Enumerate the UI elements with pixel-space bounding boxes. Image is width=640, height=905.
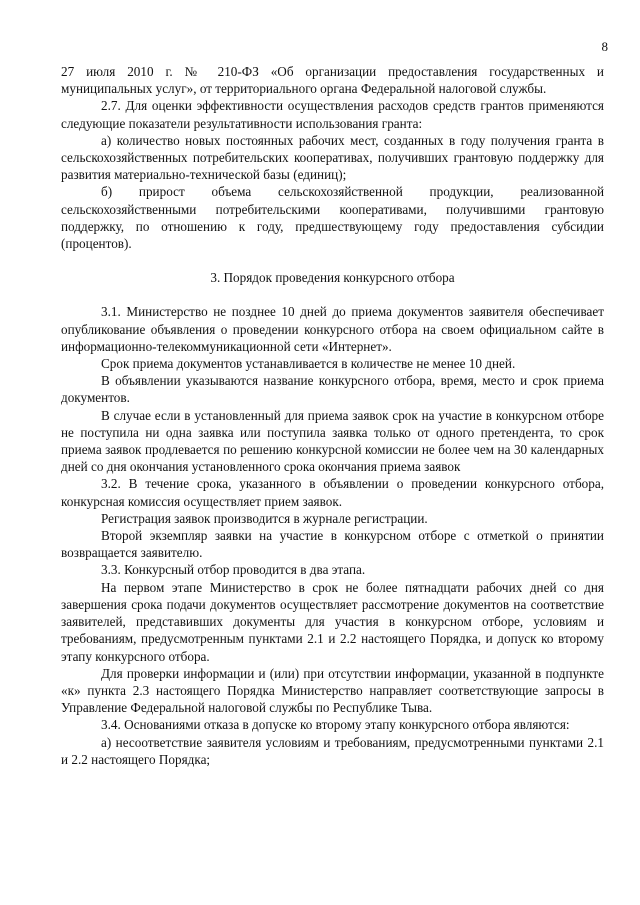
paragraph-3-4-a: а) несоответствие заявителя условиям и требованиям, предусмотренными пунктами 2.1 и 2.2 настоящего Порядка; xyxy=(61,734,604,767)
paragraph-law-reference: 27 июля 2010 г. № 210-ФЗ «Об организации предоставления государственных и муниципальных услуг», от территориального органа Федеральной налоговой службы. xyxy=(61,64,604,97)
page-number: 8 xyxy=(601,39,608,54)
paragraph-3-2-registration: Регистрация заявок производится в журнале регистрации. xyxy=(101,510,428,526)
paragraph-3-2: 3.2. В течение срока, указанного в объявлении о проведении конкурсного отбора, конкурсная комиссия осуществляет прием заявок. xyxy=(61,476,604,509)
paragraph-3-1: 3.1. Министерство не позднее 10 дней до приема документов заявителя обеспечивает опубликование объявления о проведении конкурсного отбора на своем официальном сайте в информационно-телекоммуникационной сети «Интернет». xyxy=(61,304,604,354)
paragraph-3-4: 3.4. Основаниями отказа в допуске ко второму этапу конкурсного отбора являются: xyxy=(101,717,570,733)
paragraph-3-3-first-stage: На первом этапе Министерство в срок не более пятнадцати рабочих дней со дня завершения срока подачи документов осуществляет рассмотрение документов на соответствие заявителей, представивших документы для участия в конкурсном отборе, условиям и требованиям, предусмотренным пунктами 2.1 и 2.2 настоящего Порядка, и допуск ко второму этапу конкурсного отбора. xyxy=(61,579,604,664)
paragraph-2-7: 2.7. Для оценки эффективности осуществления расходов средств грантов применяются следующие показатели результативности использования гранта: xyxy=(61,98,604,131)
paragraph-3-1-term: Срок приема документов устанавливается в количестве не менее 10 дней. xyxy=(101,356,516,372)
paragraph-2-7-a: а) количество новых постоянных рабочих мест, созданных в году получения гранта в сельскохозяйственных потребительских кооперативах, получивших грантовую поддержку для развития материально-технической базы (единиц); xyxy=(61,132,604,183)
paragraph-2-7-b: б) прирост объема сельскохозяйственной продукции, реализованной сельскохозяйственными потребительскими кооперативами, получившими грантовую поддержку, по отношению к году, предшествующему году предоставления субсидии (процентов). xyxy=(61,184,604,252)
paragraph-3-1-extension: В случае если в установленный для приема заявок срок на участие в конкурсном отборе не поступила ни одна заявка или поступила заявка только от одного претендента, то срок приема заявок продлевается по решению конкурсной комиссии не более чем на 30 календарных дней со дня окончания установленного срока окончания приема заявок xyxy=(61,407,604,475)
paragraph-3-3: 3.3. Конкурсный отбор проводится в два этапа. xyxy=(101,562,366,578)
paragraph-3-2-copy: Второй экземпляр заявки на участие в конкурсном отборе с отметкой о принятии возвращается заявителю. xyxy=(61,528,604,561)
document-body xyxy=(61,63,604,768)
paragraph-3-1-announcement: В объявлении указываются название конкурсного отбора, время, место и срок приема документов. xyxy=(61,373,604,406)
paragraph-3-3-verification: Для проверки информации и (или) при отсутствии информации, указанной в подпункте «к» пункта 2.3 настоящего Порядка Министерство направляет соответствующие запросы в Управление Федеральной налоговой службы по Республике Тыва. xyxy=(61,665,604,716)
section-heading-3: 3. Порядок проведения конкурсного отбора xyxy=(210,270,455,286)
